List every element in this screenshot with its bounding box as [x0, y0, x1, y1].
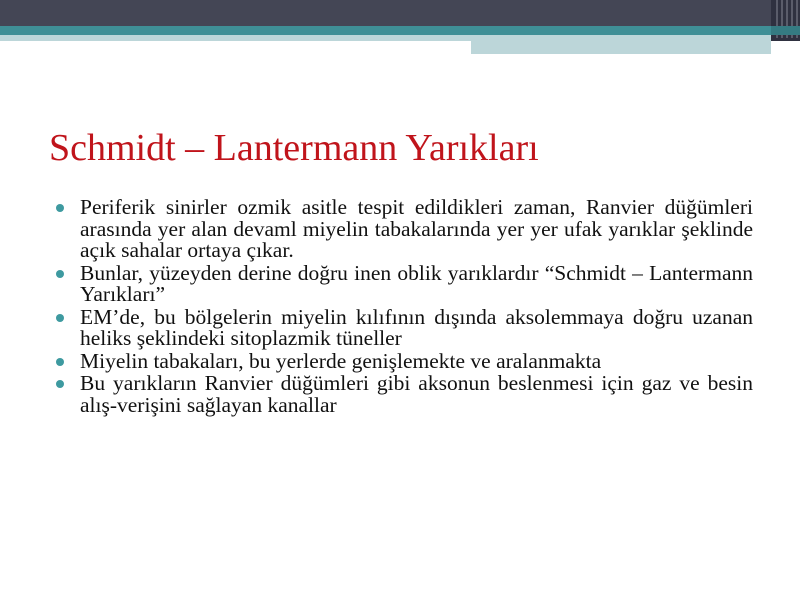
bullet-dot-icon: [56, 204, 64, 212]
bullet-dot-icon: [56, 314, 64, 322]
bullet-text-4: Miyelin tabakaları, bu yerlerde genişlemekte ve aralanmakta: [80, 348, 602, 373]
bullet-dot-icon: [56, 380, 64, 388]
header-band-light-right: [471, 35, 771, 54]
header-corner-teal: [771, 26, 800, 35]
bullet-dot-icon: [56, 270, 64, 278]
bullet-item-2: [55, 260, 753, 306]
bullet-item-3: [55, 304, 753, 350]
bullet-text-3: EM’de, bu bölgelerin miyelin kılıfının dışında aksolemmaya doğru uzanan heliks şeklindeki sitoplazmik tüneller: [80, 304, 753, 350]
bullet-item-4: [55, 348, 753, 373]
bullet-text-2: Bunlar, yüzeyden derine doğru inen oblik yarıklardır “Schmidt – Lantermann Yarıkları”: [80, 260, 753, 306]
bullet-text-1: Periferik sinirler ozmik asitle tespit edildikleri zaman, Ranvier düğümleri arasında yer alan devaml miyelin tabakalarında yer yer ufak yarıklar şeklinde açık sahalar ortaya çıkar.: [80, 195, 753, 262]
header-band-teal: [0, 26, 771, 35]
bullet-item-5: [55, 373, 753, 416]
bullet-dot-icon: [56, 358, 64, 366]
bullet-item-1: [55, 197, 753, 262]
header-band-dark: [0, 0, 771, 26]
bullet-list: [55, 197, 753, 417]
bullet-text-5: Bu yarıkların Ranvier düğümleri gibi aksonun beslenmesi için gaz ve besin alış-verişini sağlayan kanallar: [80, 371, 753, 417]
header-band: [0, 0, 800, 56]
slide-title: Schmidt – Lantermann Yarıkları: [49, 127, 539, 169]
header-band-light-left: [0, 35, 471, 41]
